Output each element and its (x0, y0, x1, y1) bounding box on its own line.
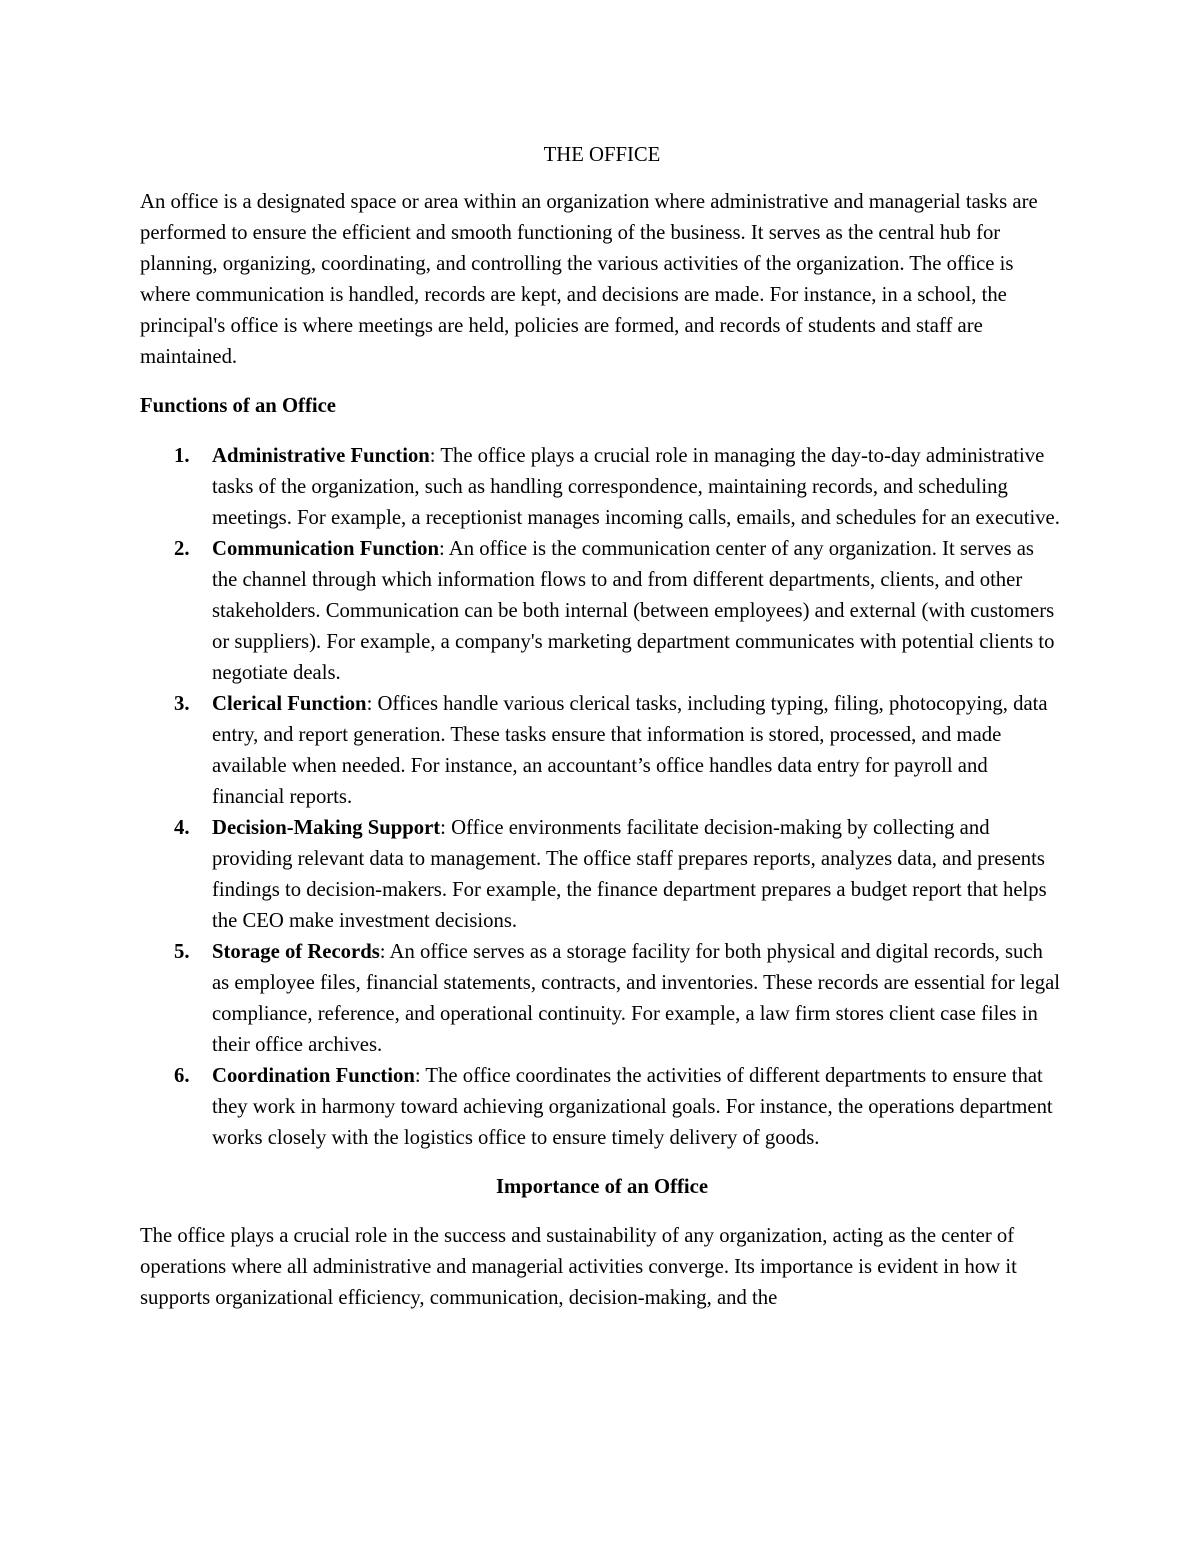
list-item-term: Communication Function (212, 538, 440, 560)
list-item-text: : An office is the communication center of any organization. It serves as the channel through which information flows to and from different departments, clients, and other stakeholders. Communication can be both internal (between employees) and external (with customers or suppliers). For example, a company's marketing department communicates with potential clients to negotiate deals. (212, 538, 1055, 684)
functions-list (140, 441, 1064, 1154)
list-item-number: 2. (174, 538, 190, 560)
list-item (140, 534, 1064, 689)
list-item-number: 6. (174, 1065, 190, 1087)
list-item (140, 813, 1064, 937)
list-item-text: : Offices handle various clerical tasks, including typing, filing, photocopying, data entry, and report generation. These tasks ensure that information is stored, processed, and made available when needed. For instance, an accountant’s office handles data entry for payroll and financial reports. (212, 693, 1048, 808)
importance-heading: Importance of an Office (496, 1176, 708, 1198)
list-item-term: Clerical Function (212, 693, 367, 715)
list-item-term: Administrative Function (212, 445, 430, 467)
list-item-number: 1. (174, 445, 190, 467)
list-item-text: : The office coordinates the activities of different departments to ensure that they work in harmony toward achieving organizational goals. For instance, the operations department works closely with the logistics office to ensure timely delivery of goods. (212, 1065, 1053, 1149)
intro-paragraph: An office is a designated space or area within an organization where administrative and managerial tasks are performed to ensure the efficient and smooth functioning of the business. It serves as the central hub for planning, organizing, coordinating, and controlling the various activities of the organization. The office is where communication is handled, records are kept, and decisions are made. For instance, in a school, the principal's office is where meetings are held, policies are formed, and records of students and staff are maintained. (140, 191, 1038, 368)
list-item (140, 441, 1064, 534)
list-item (140, 689, 1064, 813)
list-item (140, 1061, 1064, 1154)
list-item-term: Decision-Making Support (212, 817, 441, 839)
list-item-number: 5. (174, 941, 190, 963)
list-item-text: : The office plays a crucial role in managing the day-to-day administrative tasks of the organization, such as handling correspondence, maintaining records, and scheduling meetings. For example, a receptionist manages incoming calls, emails, and schedules for an executive. (212, 445, 1060, 529)
list-item (140, 937, 1064, 1061)
list-item-text: : Office environments facilitate decision-making by collecting and providing relevant data to management. The office staff prepares reports, analyzes data, and presents findings to decision-makers. For example, the finance department prepares a budget report that helps the CEO make investment decisions. (212, 817, 1047, 932)
list-item-number: 3. (174, 693, 190, 715)
list-item-term: Storage of Records (212, 941, 380, 963)
list-item-number: 4. (174, 817, 190, 839)
importance-paragraph: The office plays a crucial role in the success and sustainability of any organization, acting as the center of operations where all administrative and managerial activities converge. Its importance is evident in how it supports organizational efficiency, communication, decision-making, and the (140, 1225, 1017, 1309)
list-item-text: : An office serves as a storage facility for both physical and digital records, such as employee files, financial statements, contracts, and inventories. These records are essential for legal compliance, reference, and operational continuity. For example, a law firm stores client case files in their office archives. (212, 941, 1061, 1056)
document-title: THE OFFICE (543, 144, 661, 166)
functions-heading: Functions of an Office (140, 395, 336, 417)
document-page (140, 140, 1064, 1314)
list-item-term: Coordination Function (212, 1065, 415, 1087)
